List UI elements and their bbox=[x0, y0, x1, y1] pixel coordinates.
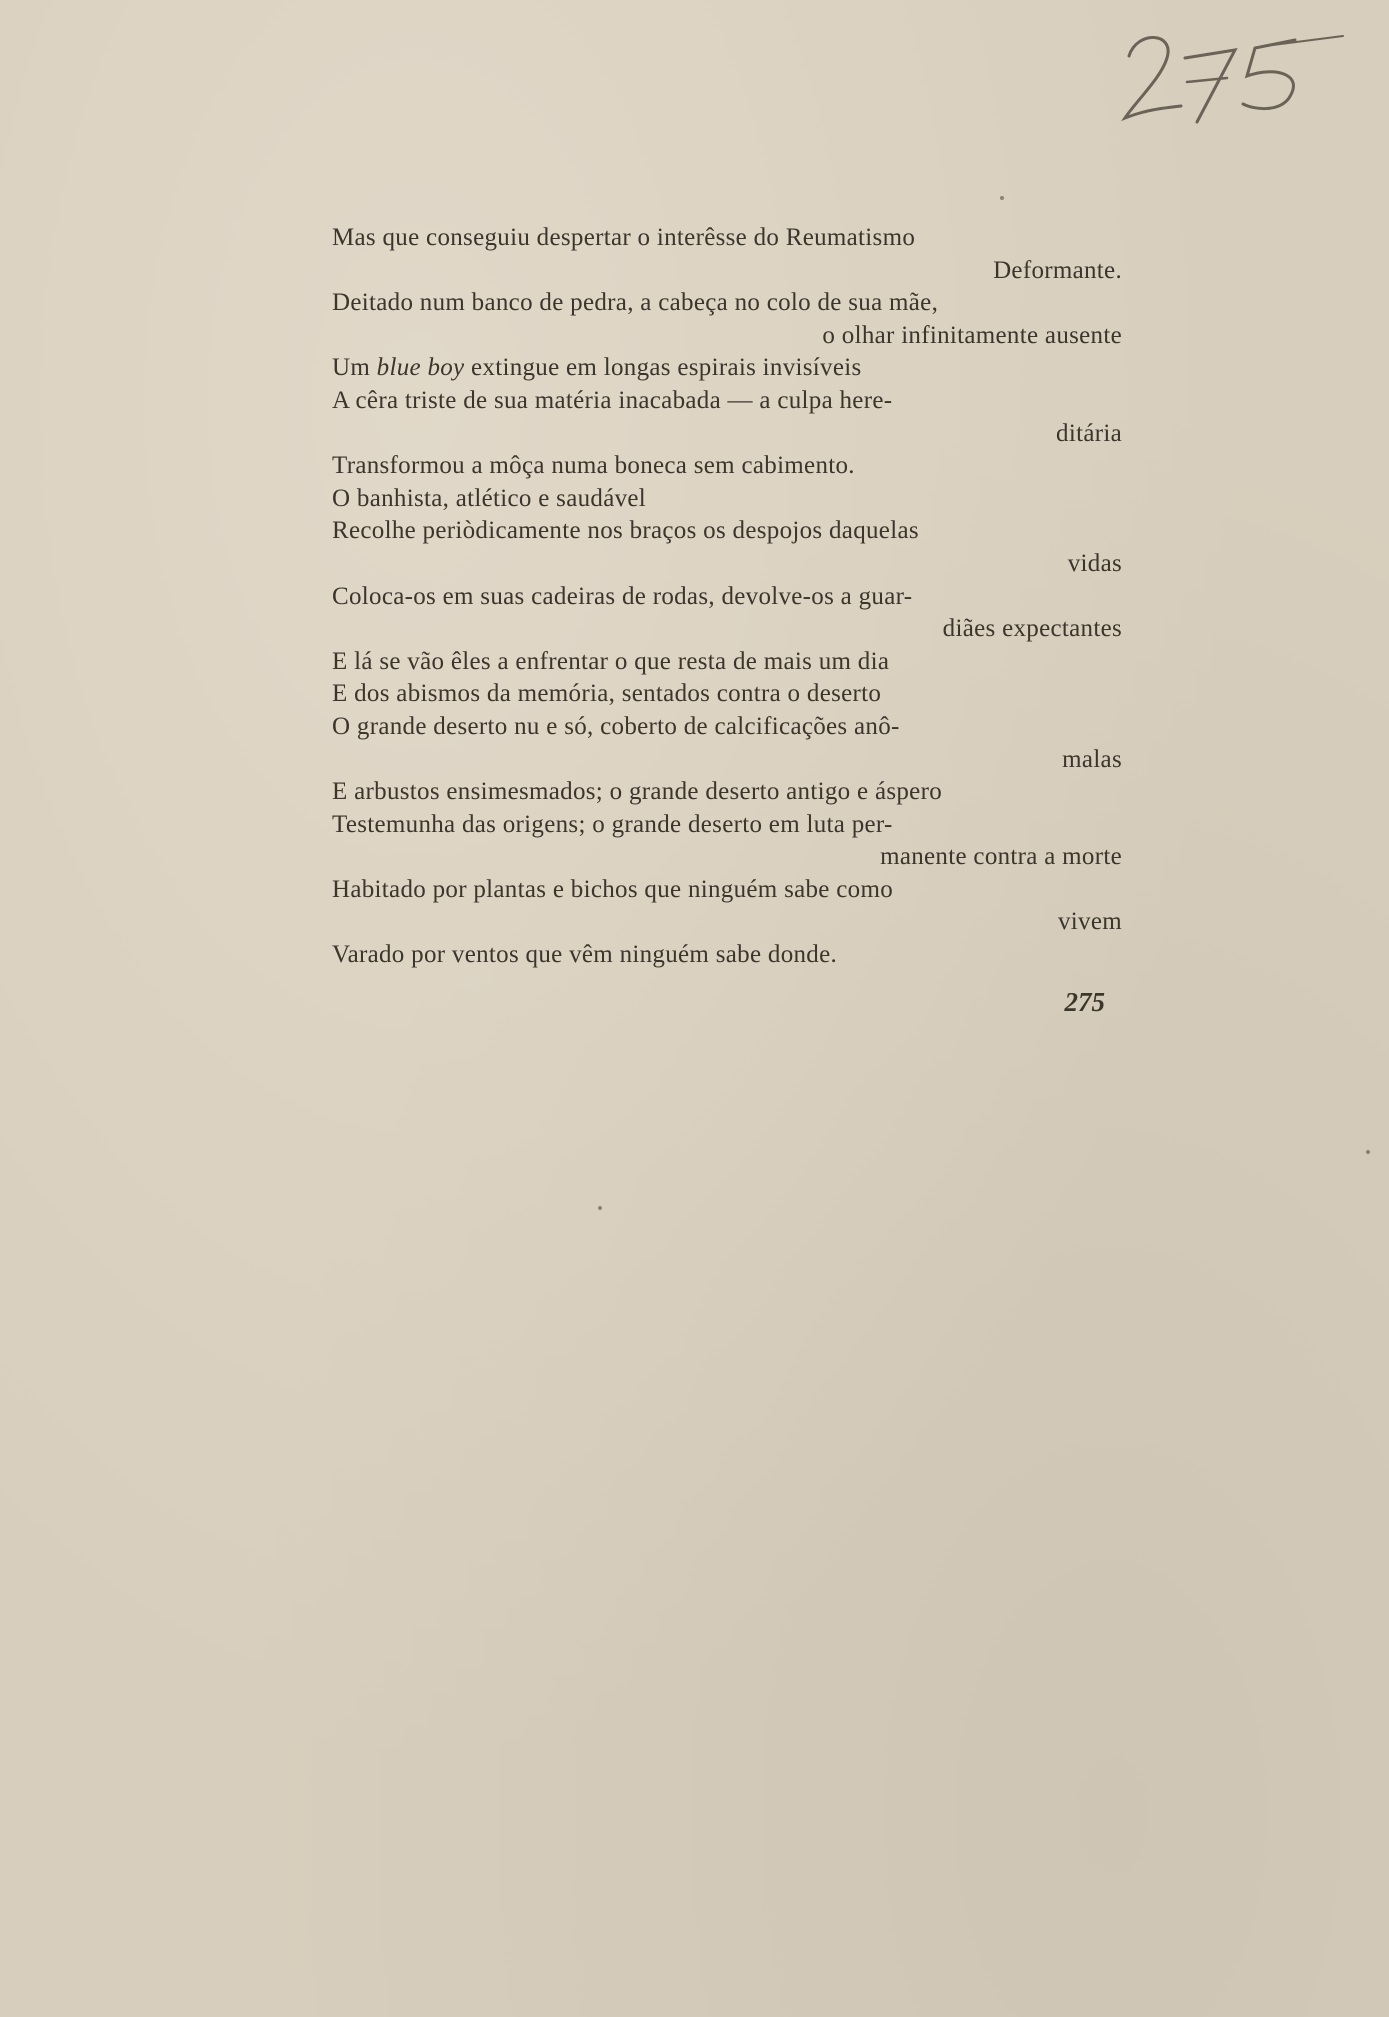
poem-line: Deitado num banco de pedra, a cabeça no colo de sua mãe, bbox=[332, 289, 939, 317]
poem-line-continuation: vidas bbox=[1067, 549, 1122, 577]
poem-line-continuation: ditária bbox=[1056, 419, 1122, 447]
poem-text bbox=[332, 222, 1122, 972]
paper-speck bbox=[1000, 196, 1004, 200]
poem-line-continuation: manente contra a morte bbox=[880, 843, 1122, 871]
paper-speck bbox=[1366, 1150, 1370, 1154]
poem-line: Varado por ventos que vêm ninguém sabe donde. bbox=[332, 941, 838, 969]
poem-line-continuation: diães expectantes bbox=[942, 615, 1122, 643]
poem-line: Testemunha das origens; o grande deserto em luta per- bbox=[332, 810, 893, 838]
poem-line: A cêra triste de sua matéria inacabada — a culpa here- bbox=[332, 386, 893, 414]
poem-line-continuation: vivem bbox=[1058, 908, 1122, 936]
poem-line: E arbustos ensimesmados; o grande deserto antigo e áspero bbox=[332, 778, 942, 806]
poem-line-end: extingue em longas espirais invisíveis bbox=[464, 354, 862, 382]
handwritten-folio-number bbox=[1115, 18, 1345, 128]
paper-speck bbox=[598, 1206, 602, 1210]
poem-line: Recolhe periòdicamente nos braços os despojos daquelas bbox=[332, 517, 919, 545]
poem-line-start: Um bbox=[332, 354, 377, 382]
poem-line: Coloca-os em suas cadeiras de rodas, devolve-os a guar- bbox=[332, 582, 913, 610]
handwritten-folio-drawing bbox=[1115, 18, 1345, 128]
poem-line-continuation: malas bbox=[1062, 745, 1122, 773]
poem-line: E lá se vão êles a enfrentar o que resta de mais um dia bbox=[332, 647, 890, 675]
poem-line: O grande deserto nu e só, coberto de calcificações anô- bbox=[332, 712, 900, 740]
poem-line-continuation: o olhar infinitamente ausente bbox=[822, 321, 1122, 349]
poem-line: Transformou a môça numa boneca sem cabimento. bbox=[332, 452, 855, 480]
poem-line-continuation: Deformante. bbox=[993, 256, 1122, 284]
page-number: 275 bbox=[1064, 987, 1105, 1017]
poem-line: E dos abismos da memória, sentados contra o deserto bbox=[332, 680, 882, 708]
poem-line-italic: blue boy bbox=[376, 354, 465, 382]
poem-line bbox=[332, 352, 1122, 385]
poem-line: Mas que conseguiu despertar o interêsse do Reumatismo bbox=[332, 224, 916, 251]
poem-line: Habitado por plantas e bichos que ninguém sabe como bbox=[332, 875, 893, 903]
poem-line: O banhista, atlético e saudável bbox=[332, 484, 647, 512]
